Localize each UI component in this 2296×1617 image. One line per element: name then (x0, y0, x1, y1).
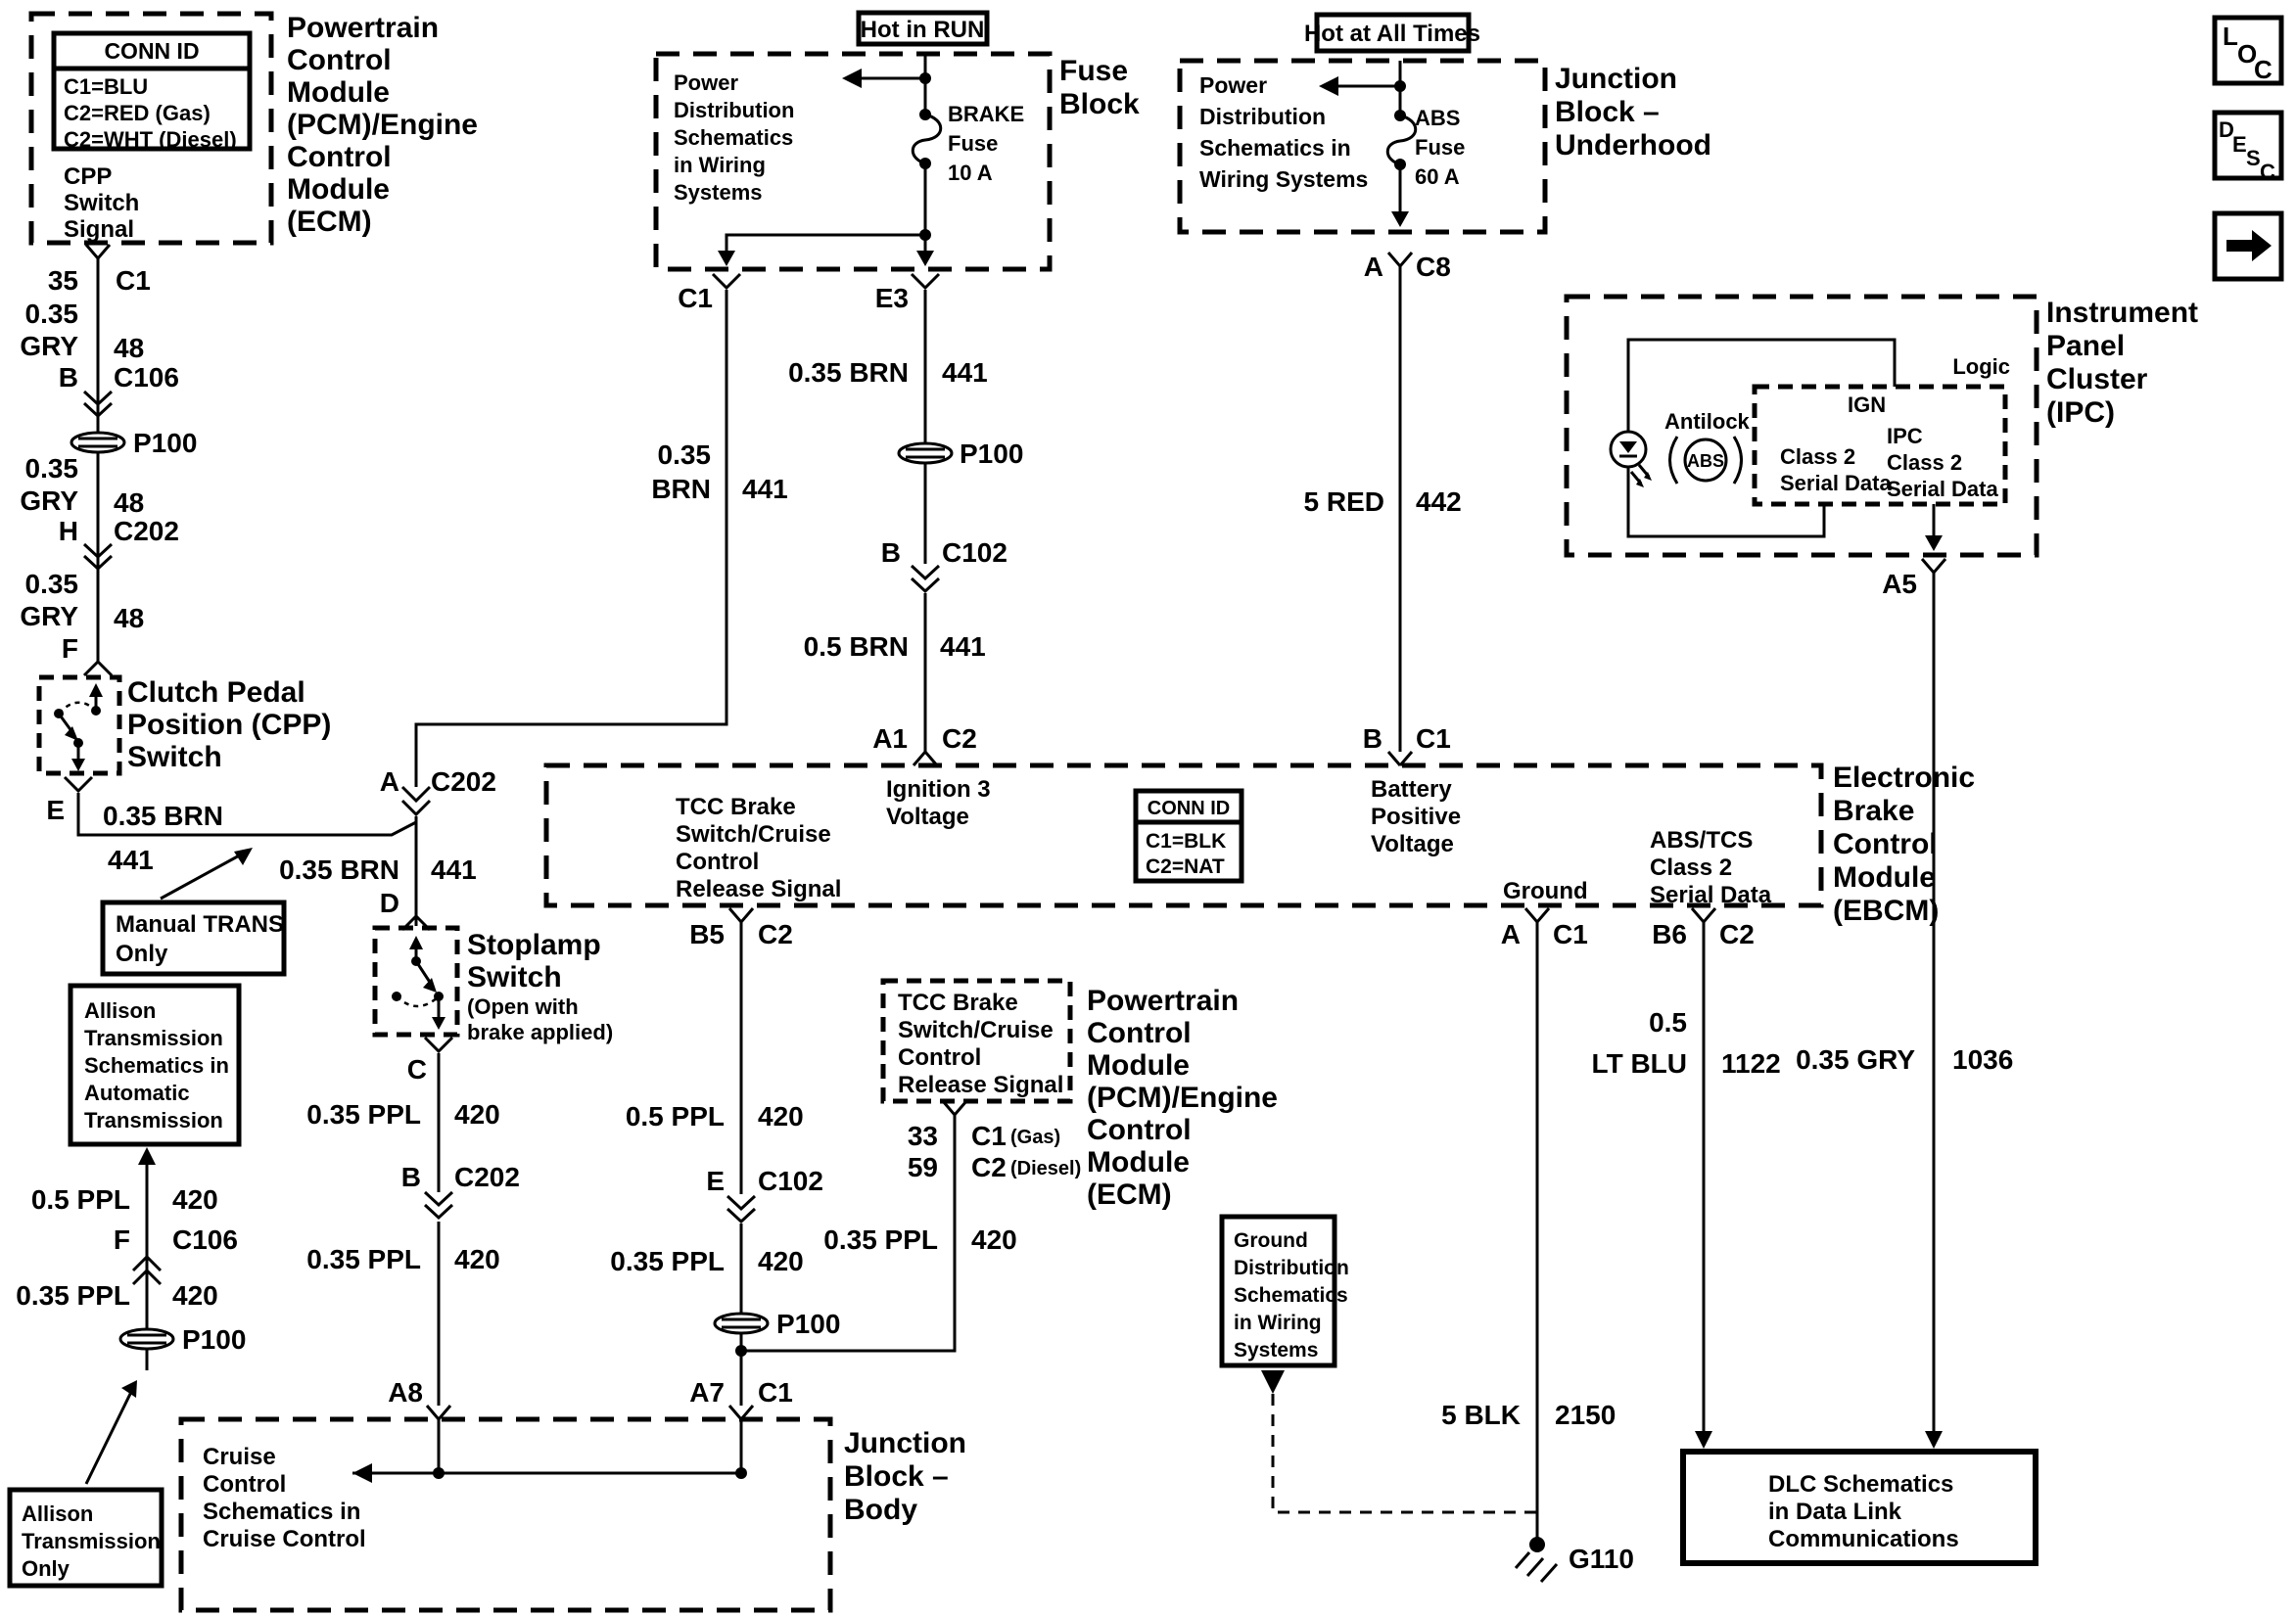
wire-circuit-label: 48 (114, 333, 145, 363)
cpp-switch (39, 676, 331, 875)
dlc-arrow-left-icon (1695, 1431, 1712, 1449)
ground-dist-text: Ground Distribution Schematics in Wiring Systems (1234, 1229, 1349, 1362)
junction-dot (433, 1467, 445, 1479)
terminal-f: F (113, 1224, 130, 1255)
grommet-p100-icon (71, 433, 124, 452)
desc-letter-d: D (2219, 117, 2234, 142)
ignition3-label: Ignition 3 Voltage (886, 776, 991, 830)
pin-f-label: F (61, 633, 78, 664)
abs-indicator-lamp-icon (1611, 432, 1652, 487)
conn-id-ebcm-header: CONN ID (1147, 798, 1231, 819)
loc-letter-l: L (2223, 22, 2238, 51)
pin-c-label: C (406, 1054, 427, 1085)
grommet-p100-e3-icon (899, 443, 952, 463)
grommet-p100-allison-label: P100 (182, 1324, 247, 1355)
ppl035-wire-label: 0.35 PPL (610, 1246, 725, 1276)
stoplamp-title-2: Switch (467, 961, 562, 993)
stoplamp-travel-arc (397, 996, 439, 1006)
pin-b-label: B (1362, 723, 1382, 754)
pcm-top-title: Powertrain Control Module (PCM)/Engine Control Module (ECM) (287, 12, 478, 238)
pin-c2-label: C2 (942, 723, 977, 754)
wire-color-label: GRY (20, 601, 78, 631)
desc-button[interactable] (2215, 113, 2281, 184)
junction-body-arrow-icon (352, 1463, 372, 1483)
ebcm-module (546, 762, 1975, 949)
pin-e3-label: E3 (874, 283, 909, 313)
pin-a-label: A (1363, 252, 1383, 282)
junction-dot (735, 1467, 747, 1479)
pcm-bottom-tcc-label: TCC Brake Switch/Cruise Control Release Signal (898, 990, 1064, 1098)
pin-terminal-35: 35 (47, 265, 78, 296)
conn-id-ebcm-rows: C1=BLK C2=NAT (1146, 830, 1227, 878)
pin-diesel-note: (Diesel) (1010, 1158, 1082, 1179)
blk-circuit-label: 2150 (1555, 1400, 1617, 1430)
ign-label: IGN (1848, 393, 1887, 417)
pin-chevron-e-icon (65, 777, 92, 791)
junction-body-title: Junction Block – Body (844, 1427, 966, 1526)
allison-schematics-text: Allison Transmission Schematics in Automatic Transmission (84, 998, 229, 1132)
ipc-module (1567, 297, 2198, 1075)
wire-size-label: 0.35 (24, 569, 78, 599)
wire-circuit-label: 48 (114, 487, 145, 518)
pcm-wire-label: 0.35 PPL (823, 1224, 938, 1255)
ground-label: Ground (1503, 878, 1588, 904)
class2-label: Class 2 Serial Data (1780, 444, 1892, 495)
cpp-switch-title: Clutch Pedal Position (CPP) Switch (127, 676, 332, 773)
pin-c1-label: C1 (1416, 723, 1451, 754)
conn-id-rows: C1=BLU C2=RED (Gas) C2=WHT (Diesel) (64, 74, 237, 152)
allison-only-text: Allison Transmission Only (22, 1502, 161, 1581)
allison-up-arrow-icon (138, 1147, 156, 1165)
pin-a-connector: C1 (1553, 919, 1588, 949)
ebcm-title: Electronic Brake Control Module (EBCM) (1833, 762, 1976, 927)
terminal-e-c102: E (706, 1166, 725, 1196)
pin-59-connector: C2 (971, 1152, 1007, 1182)
dlc-arrow-right-icon (1925, 1431, 1943, 1449)
terminal-b-c202: B (400, 1162, 421, 1192)
ground-dist-arrow-icon (1261, 1370, 1285, 1394)
pin-fork-a-c1-icon (1525, 908, 1549, 922)
battery-positive-label: Battery Positive Voltage (1371, 776, 1462, 857)
desc-letter-c: C (2260, 160, 2275, 184)
brn-wire-label: 0.35 BRN (103, 801, 223, 831)
allison-only-arrow-line (86, 1392, 131, 1484)
manual-trans-text: Manual TRANS Only (116, 911, 285, 967)
conn-id-header: CONN ID (104, 38, 200, 64)
pin-b6-label: B6 (1652, 919, 1687, 949)
pin-connector-c1: C1 (116, 265, 151, 296)
pcm-top-module (31, 12, 478, 296)
junction-dot (919, 229, 931, 241)
abs-tcs-label: ABS/TCS Class 2 Serial Data (1650, 827, 1772, 908)
terminal-b: B (58, 362, 78, 393)
pin-a-label: A (1500, 919, 1521, 949)
ppl2-wire-label: 0.35 PPL (306, 1244, 421, 1274)
brake-fuse-label: BRAKE Fuse 10 A (948, 102, 1025, 185)
grommet-p100-label: P100 (133, 428, 198, 458)
junction-underhood (1180, 15, 1711, 765)
loc-button[interactable] (2215, 18, 2281, 84)
pin-a7-connector: C1 (758, 1377, 793, 1408)
stoplamp-title-4: brake applied) (467, 1020, 614, 1044)
inline-connector-c202a-icon (402, 787, 430, 814)
junction-underhood-note: Power Distribution Schematics in Wiring Systems (1199, 72, 1369, 192)
fuse-dot-bottom (919, 158, 931, 169)
inline-connector-c202b-icon (425, 1192, 452, 1218)
pin-chevron-e3-icon (912, 274, 939, 288)
ipc-title: Instrument Panel Cluster (IPC) (2046, 297, 2199, 429)
fuse-dot-bottom (1394, 159, 1406, 170)
pin-b5-connector: C2 (758, 919, 793, 949)
ppl1-wire-label: 0.35 PPL (306, 1099, 421, 1130)
pin-d-label: D (379, 888, 399, 918)
c1-exit-arrow-icon (718, 251, 735, 266)
gry-wire-label: 0.35 GRY (1796, 1044, 1915, 1075)
underhood-note-arrow-icon (1319, 76, 1338, 96)
pin-e-label: E (46, 795, 65, 825)
release-branch (610, 1101, 840, 1419)
ipc-exit-arrow-icon (1925, 535, 1943, 551)
dlc-section (1592, 1007, 2036, 1563)
connector-c202-b: C202 (454, 1162, 520, 1192)
pin-chevron-c1-icon (713, 274, 740, 288)
connector-c102: C102 (942, 537, 1007, 568)
pin-fork-f-icon (84, 662, 112, 675)
abs-telltale-label: ABS (1686, 451, 1725, 471)
abs-fuse-label: ABS Fuse 60 A (1415, 106, 1466, 189)
pin-a5-label: A5 (1882, 569, 1917, 599)
wire-circuit-label: 441 (742, 474, 788, 504)
connector-c102-e: C102 (758, 1166, 823, 1196)
brn-circuit-label: 441 (108, 845, 154, 875)
connector-c202: C202 (114, 516, 179, 546)
ground-distribution (1222, 1217, 1634, 1582)
grommet-p100-e3-label: P100 (960, 439, 1024, 469)
pin-a8-label: A8 (388, 1377, 423, 1408)
stoplamp-up-arrow-icon (409, 936, 423, 949)
junction-body (181, 1419, 966, 1610)
cpp-signal-label: CPP Switch Signal (64, 163, 140, 243)
pin-33-label: 33 (907, 1121, 938, 1151)
wire-size-label: 0.35 (657, 439, 711, 470)
pin-c1-label: C1 (678, 283, 713, 313)
wire-junction-body-bus (352, 1419, 741, 1473)
stoplamp-title-3: (Open with (467, 994, 579, 1019)
next-button[interactable] (2215, 213, 2281, 279)
grommet-p100-release-icon (715, 1314, 768, 1333)
ppl2-circuit-label: 420 (454, 1244, 500, 1274)
ltblu-color-label: LT BLU (1591, 1048, 1687, 1079)
ppl05-wire-label: 0.5 PPL (625, 1101, 725, 1132)
brn05-circuit-label: 441 (940, 631, 986, 662)
stoplamp-section (279, 766, 613, 1419)
loc-letter-c: C (2254, 55, 2273, 84)
next-arrow-icon (2226, 230, 2272, 261)
e3-exit-arrow-icon (916, 251, 934, 266)
pin-gas-note: (Gas) (1010, 1127, 1061, 1148)
logic-label: Logic (1952, 354, 2010, 379)
pcm-wire-circuit: 420 (971, 1224, 1017, 1255)
ltblu-circuit-label: 1122 (1721, 1048, 1781, 1079)
brn2-wire-label: 0.35 BRN (279, 855, 399, 885)
red-circuit-label: 442 (1416, 486, 1462, 517)
terminal-a: A (379, 766, 399, 797)
pin-fork-35-c1 (86, 245, 110, 258)
pin-fork-a5-icon (1922, 559, 1945, 573)
cpp-branch-labels (20, 299, 197, 675)
pin-b6-connector: C2 (1719, 919, 1755, 949)
terminal-h: H (58, 516, 78, 546)
brn05-wire-label: 0.5 BRN (803, 631, 909, 662)
fuse-block (656, 13, 1140, 313)
wire-circuit-label: 48 (114, 603, 145, 633)
ipc-lamp-circuit (1628, 340, 1895, 536)
ppl035-circuit-label: 420 (758, 1246, 804, 1276)
junction-dot (919, 72, 931, 84)
fuse-block-title: Fuse Block (1059, 55, 1140, 120)
junction-body-note: Cruise Control Schematics in Cruise Control (203, 1444, 366, 1552)
ipc-class2-label: IPC Class 2 Serial Data (1887, 424, 1998, 501)
connector-c106: C106 (114, 362, 179, 393)
allison-wire1-circuit: 420 (172, 1184, 218, 1215)
manual-trans-arrow-line (161, 854, 243, 899)
desc-letter-s: S (2246, 146, 2261, 170)
inline-connector-c102e-icon (727, 1196, 755, 1222)
allison-wire2-circuit: 420 (172, 1280, 218, 1311)
abs-fuse-icon (1387, 116, 1416, 164)
loc-letter-o: O (2237, 39, 2258, 69)
red-wire-label: 5 RED (1303, 486, 1384, 517)
pin-a7-label: A7 (689, 1377, 725, 1408)
hot-in-run-label: Hot in RUN (860, 17, 985, 43)
grommet-p100-release-label: P100 (776, 1309, 841, 1339)
pin-c8-label: C8 (1416, 252, 1451, 282)
pin-33-connector: C1 (971, 1121, 1007, 1151)
corner-nav (2215, 18, 2281, 279)
terminal-b-c102: B (880, 537, 901, 568)
g110-label: G110 (1569, 1544, 1634, 1574)
fuse-block-note: Power Distribution Schematics in Wiring Systems (674, 70, 795, 205)
pin-fork-b5-icon (729, 908, 753, 922)
ppl1-circuit-label: 420 (454, 1099, 500, 1130)
pcm-bottom-title: Powertrain Control Module (PCM)/Engine Control Module (ECM) (1087, 985, 1278, 1211)
pin-b5-label: B5 (689, 919, 725, 949)
underhood-exit-arrow-icon (1391, 211, 1409, 227)
g110-dot (1529, 1537, 1545, 1552)
wire-color-label: GRY (20, 331, 78, 361)
inline-connector-c102-icon (912, 566, 939, 591)
stoplamp-arm-arrow-icon (423, 978, 437, 993)
ebcm-tcc-label: TCC Brake Switch/Cruise Control Release Signal (676, 794, 842, 902)
fuse-note-arrow-icon (842, 69, 862, 88)
pcm-bottom-module (823, 981, 1278, 1255)
cpp-down-arrow-icon (71, 759, 85, 771)
ltblu-size-label: 0.5 (1649, 1007, 1687, 1038)
brn2-circuit-label: 441 (431, 855, 477, 885)
grommet-p100-allison-icon (120, 1329, 173, 1349)
allison-wire1-label: 0.5 PPL (30, 1184, 130, 1215)
stoplamp-down-arrow-icon (432, 1017, 445, 1030)
run-branch-left-labels (651, 439, 787, 504)
g110-ground-icon (1516, 1552, 1557, 1582)
junction-underhood-title: Junction Block – Underhood (1555, 63, 1711, 162)
ppl05-circuit-label: 420 (758, 1101, 804, 1132)
pin-fork-b6-icon (1692, 908, 1715, 922)
stoplamp-title-1: Stoplamp (467, 929, 601, 961)
wire-color-label: BRN (651, 474, 711, 504)
brn-wire-label: 0.35 BRN (788, 357, 909, 388)
pin-chevron-c-icon (425, 1038, 452, 1051)
hot-at-all-times-label: Hot at All Times (1303, 21, 1481, 47)
run-branch-right-labels (788, 357, 1023, 765)
brn-circuit-label: 441 (942, 357, 988, 388)
pin-59-label: 59 (907, 1152, 938, 1182)
wire-fuse-c1-branch (416, 290, 726, 787)
junction-dot (1394, 80, 1406, 92)
blk-wire-label: 5 BLK (1441, 1400, 1521, 1430)
dlc-text: DLC Schematics in Data Link Communications (1768, 1471, 1959, 1552)
cpp-switch-up-arrow-icon (89, 683, 103, 697)
brake-fuse-icon (913, 115, 941, 163)
wire-size-label: 0.35 (24, 453, 78, 484)
antilock-label: Antilock (1664, 409, 1750, 434)
pin-a1-label: A1 (872, 723, 908, 754)
wire-color-label: GRY (20, 485, 78, 516)
ipc-box (1567, 297, 2037, 555)
desc-letter-e: E (2232, 132, 2247, 157)
junction-dot (735, 1345, 747, 1357)
allison-wire2-label: 0.35 PPL (16, 1280, 130, 1311)
connector-c202-a: C202 (431, 766, 496, 797)
wire-size-label: 0.35 (24, 299, 78, 329)
cpp-travel-arc (59, 703, 96, 714)
connector-c106-f: C106 (172, 1224, 238, 1255)
gry-circuit-label: 1036 (1952, 1044, 2014, 1075)
pin-fork-a-c8-icon (1388, 253, 1412, 279)
